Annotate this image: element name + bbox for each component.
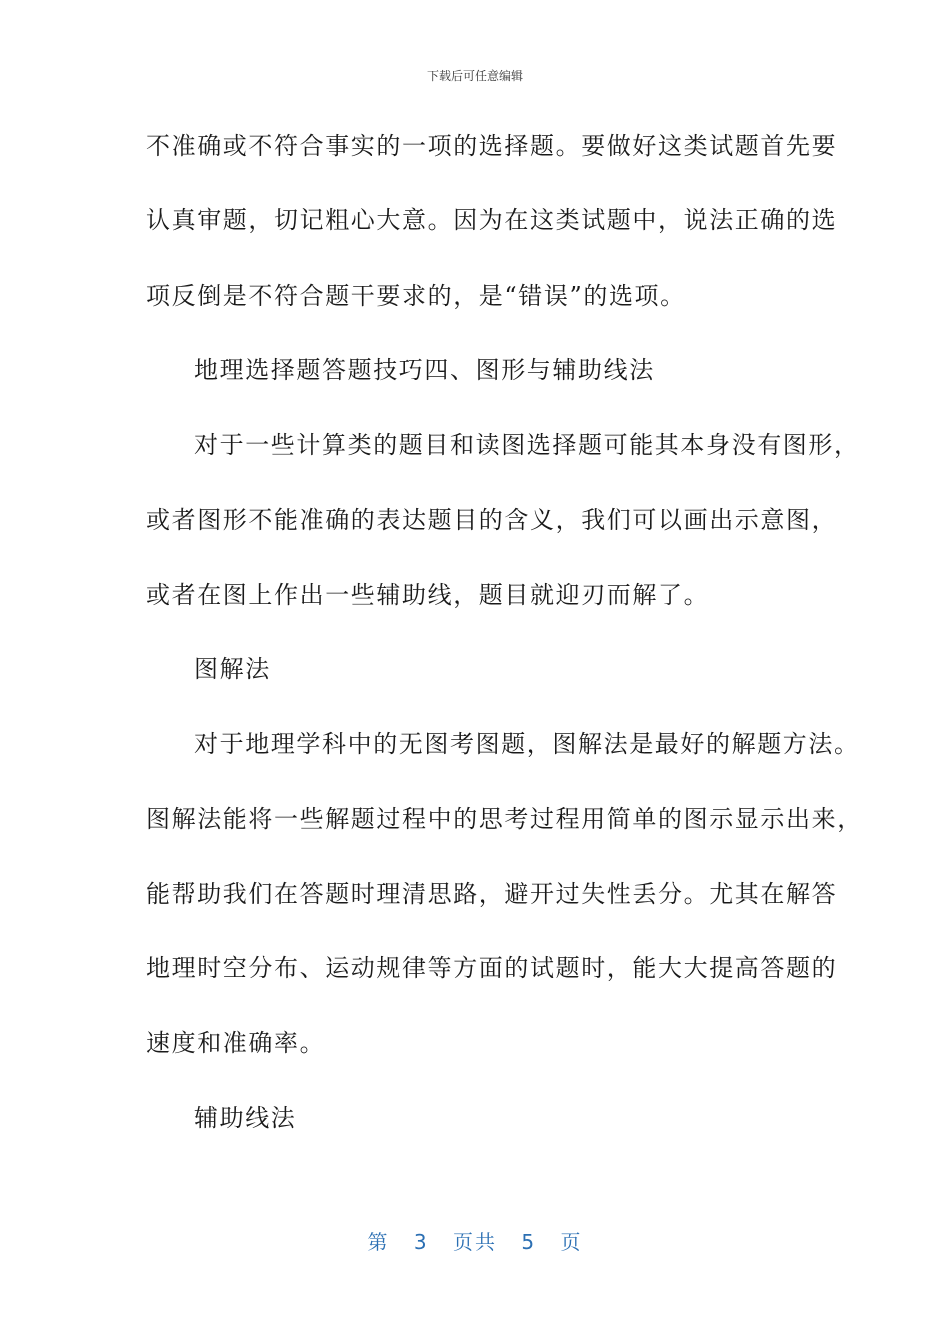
body-line-1: 不准确或不符合事实的一项的选择题。要做好这类试题首先要 <box>146 132 838 160</box>
body-line-6: 或者图形不能准确的表达题目的含义，我们可以画出示意图， <box>146 506 838 534</box>
body-line-9: 对于地理学科中的无图考图题，图解法是最好的解题方法。 <box>194 730 860 758</box>
body-line-10: 图解法能将一些解题过程中的思考过程用简单的图示显示出来， <box>146 805 863 833</box>
body-line-2: 认真审题，切记粗心大意。因为在这类试题中，说法正确的选 <box>146 206 838 234</box>
footer-label-di: 第 <box>367 1230 390 1254</box>
header-note: 下载后可任意编辑 <box>426 69 523 83</box>
body-line-13: 速度和准确率。 <box>146 1029 326 1057</box>
body-line-7: 或者在图上作出一些辅助线，题目就迎刃而解了。 <box>146 581 710 609</box>
subheading-diagram-method: 图解法 <box>194 655 271 683</box>
footer-total-pages: 5 <box>521 1230 537 1254</box>
body-line-3: 项反倒是不符合题干要求的，是“错误”的选项。 <box>146 282 686 310</box>
section-heading-graphic-method: 地理选择题答题技巧四、图形与辅助线法 <box>194 356 655 384</box>
footer-label-ye-gong: 页共 <box>453 1230 497 1254</box>
footer-label-ye: 页 <box>560 1230 583 1254</box>
body-line-11: 能帮助我们在答题时理清思路，避开过失性丢分。尤其在解答 <box>146 880 838 908</box>
body-line-12: 地理时空分布、运动规律等方面的试题时，能大大提高答题的 <box>146 954 838 982</box>
page-footer <box>0 1226 950 1255</box>
subheading-auxiliary-line-method: 辅助线法 <box>194 1104 297 1132</box>
footer-current-page: 3 <box>413 1230 429 1254</box>
body-line-5: 对于一些计算类的题目和读图选择题可能其本身没有图形， <box>194 431 860 459</box>
